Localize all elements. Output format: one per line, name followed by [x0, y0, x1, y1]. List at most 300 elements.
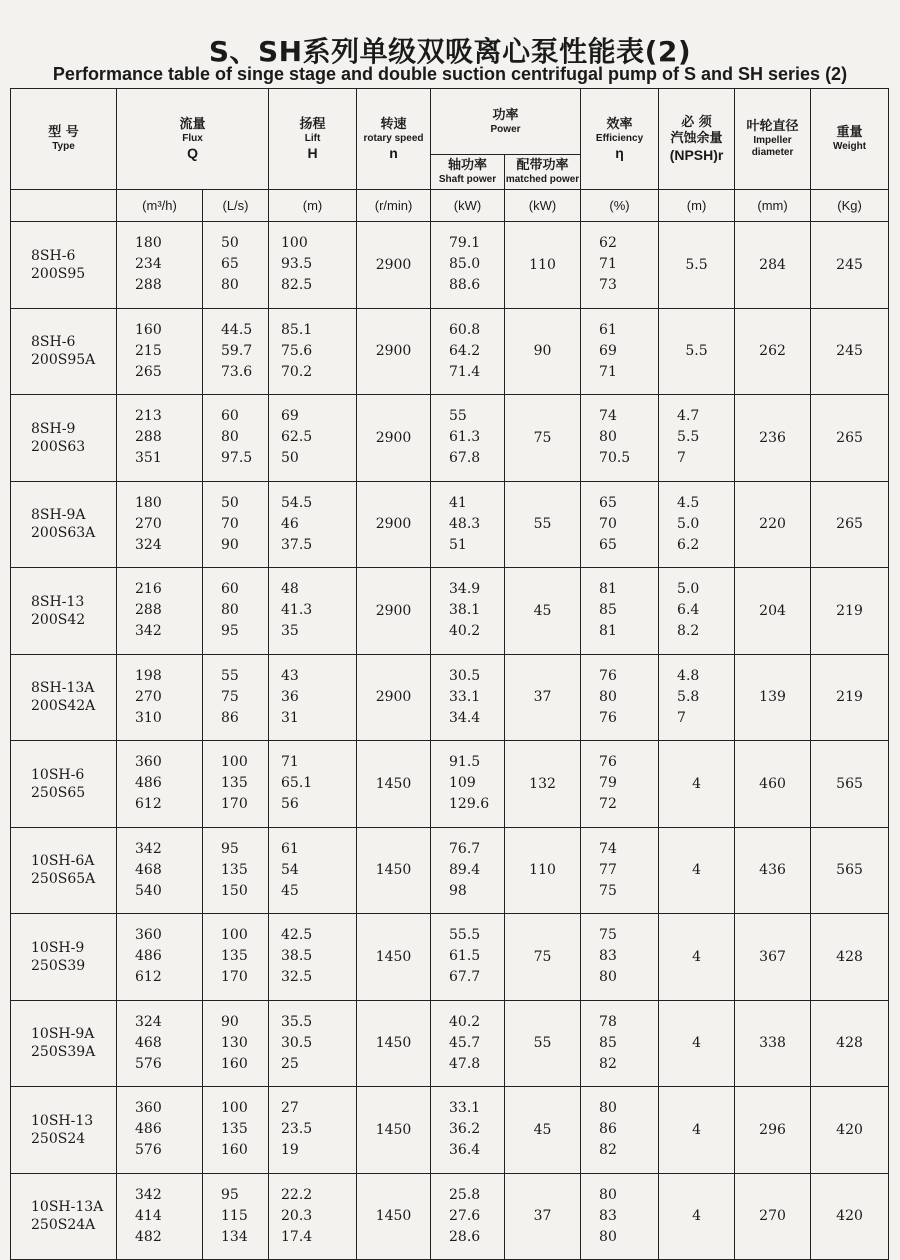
model-cell	[11, 308, 117, 395]
speed-value: 2900	[375, 516, 412, 533]
flow-m3h-cell	[117, 827, 203, 914]
npsh-cell	[659, 827, 735, 914]
lift-cell	[269, 395, 357, 482]
flow-m3h-value: 265	[135, 363, 162, 380]
matched-power-value: 55	[533, 1035, 552, 1052]
flow-m3h-cell	[117, 568, 203, 655]
efficiency-value: 80	[599, 1100, 617, 1117]
table-header	[11, 89, 889, 222]
lift-value: 30.5	[281, 1034, 313, 1051]
unit-cell: (kW)	[431, 190, 505, 222]
weight-cell	[811, 1173, 889, 1260]
flow-m3h-cell	[117, 1000, 203, 1087]
flow-m3h-cell	[117, 1173, 203, 1260]
impeller-value: 296	[759, 1121, 786, 1138]
shaft-power-value: 34.4	[449, 709, 481, 726]
header-lift	[269, 89, 357, 190]
shaft-power-value: 76.7	[449, 840, 481, 857]
model-cell	[11, 481, 117, 568]
model-name: 250S39A	[31, 1044, 96, 1061]
header-speed	[357, 89, 431, 190]
lift-value: 65.1	[281, 775, 313, 792]
npsh-value: 4	[692, 775, 701, 792]
shaft-power-cell	[431, 568, 505, 655]
npsh-cell	[659, 654, 735, 741]
speed-value: 1450	[375, 862, 412, 879]
lift-value: 50	[281, 450, 299, 467]
matched-power-cell	[505, 914, 581, 1001]
npsh-cell	[659, 1087, 735, 1174]
flow-m3h-value: 160	[135, 321, 162, 338]
efficiency-value: 80	[599, 1228, 617, 1245]
model-name: 8SH-6	[31, 247, 76, 264]
npsh-value: 6.2	[677, 536, 700, 553]
npsh-value: 4	[692, 862, 701, 879]
header-flux	[117, 89, 269, 190]
speed-value: 1450	[375, 775, 412, 792]
flow-ls-cell	[203, 481, 269, 568]
model-cell	[11, 914, 117, 1001]
model-name: 10SH-6	[31, 766, 85, 783]
shaft-power-value: 67.7	[449, 969, 481, 986]
flow-m3h-value: 234	[135, 256, 162, 273]
model-name: 200S42	[31, 611, 86, 628]
flow-ls-value: 160	[221, 1142, 248, 1159]
model-cell	[11, 222, 117, 309]
flow-ls-cell	[203, 568, 269, 655]
lift-value: 48	[281, 581, 299, 598]
flow-ls-cell	[203, 1173, 269, 1260]
shaft-power-value: 45.7	[449, 1034, 481, 1051]
lift-cell	[269, 741, 357, 828]
npsh-cell	[659, 568, 735, 655]
npsh-value: 7	[677, 709, 686, 726]
shaft-power-value: 36.4	[449, 1142, 481, 1159]
lift-cell	[269, 1087, 357, 1174]
shaft-power-value: 48.3	[449, 515, 481, 532]
model-name: 10SH-13A	[31, 1199, 104, 1216]
impeller-value: 338	[759, 1035, 786, 1052]
efficiency-value: 80	[599, 1186, 617, 1203]
impeller-value: 204	[759, 602, 786, 619]
lift-value: 41.3	[281, 602, 313, 619]
weight-cell	[811, 1000, 889, 1087]
shaft-power-cell	[431, 1087, 505, 1174]
shaft-power-cell	[431, 222, 505, 309]
lift-value: 22.2	[281, 1186, 313, 1203]
efficiency-value: 85	[599, 1034, 617, 1051]
matched-power-cell	[505, 1173, 581, 1260]
matched-power-value: 45	[533, 1121, 552, 1138]
header-matched-power-en: matched power	[505, 174, 580, 185]
matched-power-value: 110	[529, 862, 556, 879]
flow-m3h-value: 468	[135, 861, 162, 878]
model-name: 250S65	[31, 784, 86, 801]
model-name: 10SH-6A	[31, 853, 95, 870]
shaft-power-value: 61.5	[449, 948, 481, 965]
speed-cell	[357, 395, 431, 482]
matched-power-value: 37	[533, 1208, 552, 1225]
flow-ls-value: 80	[221, 277, 239, 294]
efficiency-value: 65	[599, 494, 617, 511]
shaft-power-cell	[431, 827, 505, 914]
matched-power-value: 132	[529, 775, 556, 792]
impeller-cell	[735, 914, 811, 1001]
flow-m3h-value: 360	[135, 1100, 162, 1117]
weight-value: 428	[836, 948, 863, 965]
efficiency-value: 70.5	[599, 450, 631, 467]
header-npsh	[659, 89, 735, 190]
npsh-value: 7	[677, 450, 686, 467]
lift-value: 37.5	[281, 536, 313, 553]
efficiency-value: 71	[599, 256, 617, 273]
flow-ls-value: 59.7	[221, 342, 253, 359]
efficiency-value: 75	[599, 882, 617, 899]
efficiency-value: 82	[599, 1055, 617, 1072]
flow-m3h-value: 486	[135, 1121, 162, 1138]
efficiency-value: 76	[599, 709, 617, 726]
weight-value: 219	[836, 689, 863, 706]
flow-m3h-value: 540	[135, 882, 162, 899]
flow-m3h-value: 288	[135, 429, 162, 446]
flow-ls-value: 60	[221, 408, 239, 425]
flow-ls-value: 135	[221, 775, 248, 792]
flow-ls-value: 86	[221, 709, 239, 726]
lift-value: 27	[281, 1100, 299, 1117]
matched-power-cell	[505, 827, 581, 914]
header-flux-symbol: Q	[187, 145, 198, 161]
shaft-power-cell	[431, 395, 505, 482]
weight-value: 245	[836, 343, 863, 360]
unit-cell: (m³/h)	[117, 190, 203, 222]
lift-value: 17.4	[281, 1228, 313, 1245]
header-speed-cn: 转速	[380, 117, 407, 132]
speed-value: 1450	[375, 1208, 412, 1225]
efficiency-value: 83	[599, 948, 617, 965]
speed-cell	[357, 222, 431, 309]
weight-value: 265	[836, 429, 863, 446]
lift-value: 69	[281, 408, 299, 425]
efficiency-value: 82	[599, 1142, 617, 1159]
flow-m3h-cell	[117, 395, 203, 482]
efficiency-cell	[581, 654, 659, 741]
flow-ls-value: 97.5	[221, 450, 253, 467]
flow-ls-value: 90	[221, 1013, 239, 1030]
efficiency-value: 85	[599, 602, 617, 619]
table-row	[11, 308, 889, 395]
lift-value: 19	[281, 1142, 299, 1159]
flow-m3h-value: 342	[135, 1186, 162, 1203]
table-row	[11, 914, 889, 1001]
lift-value: 23.5	[281, 1121, 313, 1138]
shaft-power-value: 47.8	[449, 1055, 481, 1072]
weight-cell	[811, 395, 889, 482]
flow-m3h-value: 270	[135, 515, 162, 532]
speed-cell	[357, 741, 431, 828]
flow-m3h-value: 324	[135, 536, 162, 553]
matched-power-cell	[505, 1087, 581, 1174]
speed-cell	[357, 827, 431, 914]
flow-m3h-value: 612	[135, 969, 162, 986]
header-efficiency-symbol: η	[615, 145, 624, 161]
shaft-power-value: 33.1	[449, 1100, 481, 1117]
matched-power-value: 55	[533, 516, 552, 533]
header-power-cn: 功率	[492, 107, 519, 123]
weight-cell	[811, 914, 889, 1001]
header-flux-cn: 流量	[179, 117, 206, 132]
flow-m3h-cell	[117, 1087, 203, 1174]
matched-power-cell	[505, 308, 581, 395]
table-row	[11, 741, 889, 828]
speed-cell	[357, 568, 431, 655]
weight-cell	[811, 827, 889, 914]
flow-ls-value: 55	[221, 667, 239, 684]
matched-power-value: 75	[533, 948, 552, 965]
efficiency-cell	[581, 1000, 659, 1087]
efficiency-cell	[581, 1087, 659, 1174]
efficiency-cell	[581, 741, 659, 828]
lift-cell	[269, 481, 357, 568]
lift-value: 38.5	[281, 948, 313, 965]
matched-power-cell	[505, 481, 581, 568]
lift-value: 31	[281, 709, 299, 726]
header-impeller-en2: diameter	[751, 147, 794, 158]
efficiency-value: 70	[599, 515, 617, 532]
weight-cell	[811, 654, 889, 741]
efficiency-cell	[581, 222, 659, 309]
lift-cell	[269, 568, 357, 655]
flow-ls-cell	[203, 308, 269, 395]
header-speed-symbol: n	[389, 145, 398, 161]
lift-cell	[269, 914, 357, 1001]
model-cell	[11, 395, 117, 482]
impeller-value: 236	[759, 429, 786, 446]
shaft-power-value: 88.6	[449, 277, 481, 294]
speed-value: 2900	[375, 256, 412, 273]
flow-m3h-value: 612	[135, 796, 162, 813]
model-name: 8SH-6	[31, 334, 76, 351]
flow-m3h-value: 270	[135, 688, 162, 705]
shaft-power-value: 64.2	[449, 342, 481, 359]
flow-ls-cell	[203, 914, 269, 1001]
npsh-value: 5.5	[685, 343, 708, 360]
shaft-power-value: 61.3	[449, 429, 481, 446]
model-name: 200S63A	[31, 525, 96, 542]
model-cell	[11, 654, 117, 741]
header-shaft-power	[431, 155, 505, 190]
flow-m3h-value: 482	[135, 1228, 162, 1245]
flow-m3h-value: 180	[135, 494, 162, 511]
npsh-value: 6.4	[677, 602, 700, 619]
flow-ls-value: 170	[221, 796, 248, 813]
lift-value: 25	[281, 1055, 299, 1072]
page-title: S、SH系列单级双吸离心泵性能表(2)	[208, 35, 692, 68]
weight-value: 428	[836, 1035, 863, 1052]
efficiency-value: 80	[599, 429, 617, 446]
flow-ls-value: 90	[221, 536, 239, 553]
flow-m3h-value: 216	[135, 581, 162, 598]
flow-ls-value: 150	[221, 882, 248, 899]
shaft-power-value: 91.5	[449, 754, 481, 771]
header-impeller	[735, 89, 811, 190]
shaft-power-cell	[431, 914, 505, 1001]
header-speed-en: rotary speed	[363, 133, 424, 144]
flow-m3h-cell	[117, 222, 203, 309]
npsh-value: 4	[692, 1121, 701, 1138]
model-name: 250S24	[31, 1130, 86, 1147]
flow-m3h-cell	[117, 308, 203, 395]
lift-value: 100	[281, 235, 308, 252]
flow-m3h-value: 414	[135, 1207, 162, 1224]
npsh-cell	[659, 741, 735, 828]
speed-value: 1450	[375, 1121, 412, 1138]
table-row	[11, 1173, 889, 1260]
shaft-power-value: 89.4	[449, 861, 481, 878]
header-efficiency	[581, 89, 659, 190]
npsh-cell	[659, 1000, 735, 1087]
weight-cell	[811, 568, 889, 655]
model-name: 200S95	[31, 265, 86, 282]
impeller-value: 262	[759, 343, 786, 360]
flow-ls-value: 160	[221, 1055, 248, 1072]
table-row	[11, 481, 889, 568]
flow-ls-value: 100	[221, 754, 248, 771]
table-row	[11, 827, 889, 914]
efficiency-value: 81	[599, 581, 617, 598]
table-row	[11, 1000, 889, 1087]
flow-m3h-value: 288	[135, 602, 162, 619]
model-name: 10SH-9A	[31, 1026, 95, 1043]
header-npsh-cn2: 汽蚀余量	[670, 131, 723, 146]
speed-value: 1450	[375, 948, 412, 965]
flow-m3h-value: 213	[135, 408, 162, 425]
npsh-value: 4	[692, 1035, 701, 1052]
shaft-power-cell	[431, 654, 505, 741]
flow-ls-value: 95	[221, 840, 239, 857]
shaft-power-value: 109	[449, 775, 476, 792]
header-impeller-en1: Impeller	[753, 135, 792, 146]
model-name: 200S95A	[31, 352, 96, 369]
header-efficiency-en: Efficiency	[595, 133, 644, 144]
npsh-cell	[659, 222, 735, 309]
lift-value: 62.5	[281, 429, 313, 446]
efficiency-value: 62	[599, 235, 617, 252]
npsh-value: 4	[692, 948, 701, 965]
shaft-power-value: 40.2	[449, 1013, 481, 1030]
npsh-cell	[659, 481, 735, 568]
flow-ls-value: 100	[221, 1100, 248, 1117]
weight-value: 420	[836, 1121, 863, 1138]
flow-m3h-cell	[117, 914, 203, 1001]
impeller-cell	[735, 568, 811, 655]
header-power-en: Power	[490, 123, 521, 135]
shaft-power-value: 41	[449, 494, 467, 511]
shaft-power-cell	[431, 308, 505, 395]
header-weight-cn: 重量	[836, 125, 863, 140]
flow-ls-value: 100	[221, 927, 248, 944]
efficiency-value: 80	[599, 688, 617, 705]
shaft-power-value: 79.1	[449, 235, 481, 252]
matched-power-cell	[505, 395, 581, 482]
flow-ls-cell	[203, 827, 269, 914]
header-shaft-power-en: Shaft power	[438, 174, 497, 185]
speed-cell	[357, 1087, 431, 1174]
impeller-cell	[735, 308, 811, 395]
weight-cell	[811, 222, 889, 309]
npsh-cell	[659, 1173, 735, 1260]
lift-value: 20.3	[281, 1207, 313, 1224]
header-matched-power-cn: 配带功率	[516, 158, 569, 173]
shaft-power-value: 40.2	[449, 623, 481, 640]
lift-value: 85.1	[281, 321, 313, 338]
efficiency-value: 78	[599, 1013, 617, 1030]
lift-value: 56	[281, 796, 299, 813]
lift-value: 71	[281, 754, 299, 771]
flow-ls-value: 135	[221, 861, 248, 878]
header-lift-cn: 扬程	[299, 117, 326, 132]
weight-cell	[811, 308, 889, 395]
efficiency-value: 74	[599, 840, 617, 857]
flow-ls-cell	[203, 741, 269, 828]
lift-value: 32.5	[281, 969, 313, 986]
flow-ls-value: 170	[221, 969, 248, 986]
lift-value: 36	[281, 688, 299, 705]
impeller-cell	[735, 222, 811, 309]
model-cell	[11, 741, 117, 828]
efficiency-value: 61	[599, 321, 617, 338]
matched-power-cell	[505, 654, 581, 741]
weight-cell	[811, 1087, 889, 1174]
flow-ls-value: 70	[221, 515, 239, 532]
performance-table	[10, 88, 889, 1260]
model-name: 8SH-9	[31, 420, 76, 437]
lift-value: 93.5	[281, 256, 313, 273]
efficiency-value: 75	[599, 927, 617, 944]
page-subtitle: Performance table of singe stage and double suction centrifugal pump of S and SH series (2)	[52, 64, 848, 84]
impeller-cell	[735, 481, 811, 568]
header-type-en: Type	[52, 141, 75, 152]
table-row	[11, 568, 889, 655]
unit-cell: (m)	[659, 190, 735, 222]
npsh-value: 5.0	[677, 581, 700, 598]
flow-ls-value: 135	[221, 948, 248, 965]
shaft-power-value: 129.6	[449, 796, 490, 813]
flow-m3h-value: 576	[135, 1142, 162, 1159]
weight-value: 565	[836, 862, 863, 879]
npsh-cell	[659, 308, 735, 395]
efficiency-cell	[581, 481, 659, 568]
impeller-cell	[735, 395, 811, 482]
flow-ls-cell	[203, 654, 269, 741]
header-efficiency-cn: 效率	[606, 117, 633, 132]
model-cell	[11, 1087, 117, 1174]
flow-m3h-value: 288	[135, 277, 162, 294]
efficiency-cell	[581, 827, 659, 914]
table-row	[11, 654, 889, 741]
efficiency-value: 76	[599, 754, 617, 771]
npsh-value: 4	[692, 1208, 701, 1225]
shaft-power-cell	[431, 741, 505, 828]
weight-value: 420	[836, 1208, 863, 1225]
speed-cell	[357, 481, 431, 568]
matched-power-value: 110	[529, 256, 556, 273]
flow-m3h-value: 468	[135, 1034, 162, 1051]
shaft-power-value: 67.8	[449, 450, 481, 467]
shaft-power-value: 51	[449, 536, 467, 553]
matched-power-cell	[505, 1000, 581, 1087]
flow-ls-cell	[203, 1000, 269, 1087]
matched-power-value: 45	[533, 602, 552, 619]
